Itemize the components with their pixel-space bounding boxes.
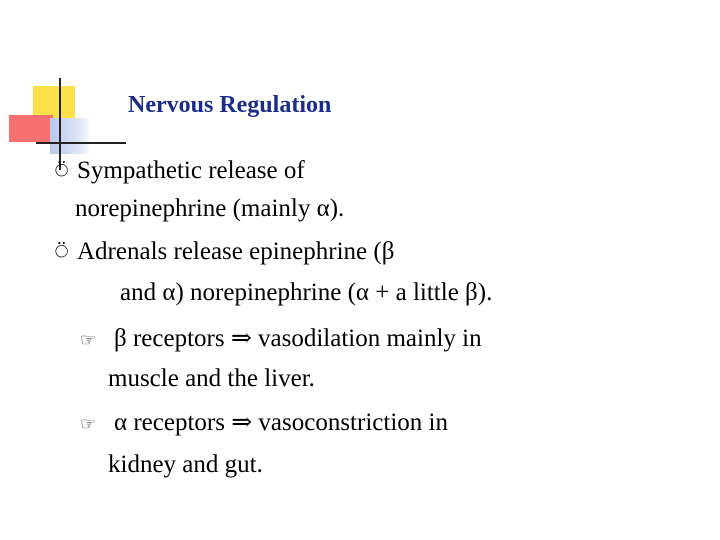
bullet-text: Sympathetic release of (77, 157, 305, 184)
subbullet-continuation: muscle and the liver. (108, 365, 315, 392)
plane-bullet-icon: ⍥ (55, 239, 69, 264)
bullet-continuation: norepinephrine (mainly α). (75, 195, 345, 222)
subbullet-text: β receptors ⇒ vasodilation mainly in (114, 325, 482, 352)
pointing-hand-icon: ☞ (80, 414, 97, 434)
corner-red-bar (9, 115, 53, 142)
corner-vertical-rule (59, 78, 61, 170)
plane-bullet-icon: ⍥ (55, 158, 69, 183)
corner-horizontal-rule (36, 142, 126, 144)
subbullet-continuation: kidney and gut. (108, 451, 263, 478)
subbullet-item (80, 410, 448, 435)
subbullet-text: α receptors ⇒ vasoconstriction in (114, 409, 448, 436)
corner-blue-gradient (50, 118, 92, 154)
bullet-text: Adrenals release epinephrine (β (77, 238, 395, 265)
slide-title: Nervous Regulation (128, 92, 332, 118)
bullet-item (55, 158, 305, 183)
bullet-continuation: and α) norepinephrine (α + a little β). (120, 279, 493, 306)
bullet-item (55, 239, 394, 264)
subbullet-item (80, 326, 482, 351)
pointing-hand-icon: ☞ (80, 330, 97, 350)
